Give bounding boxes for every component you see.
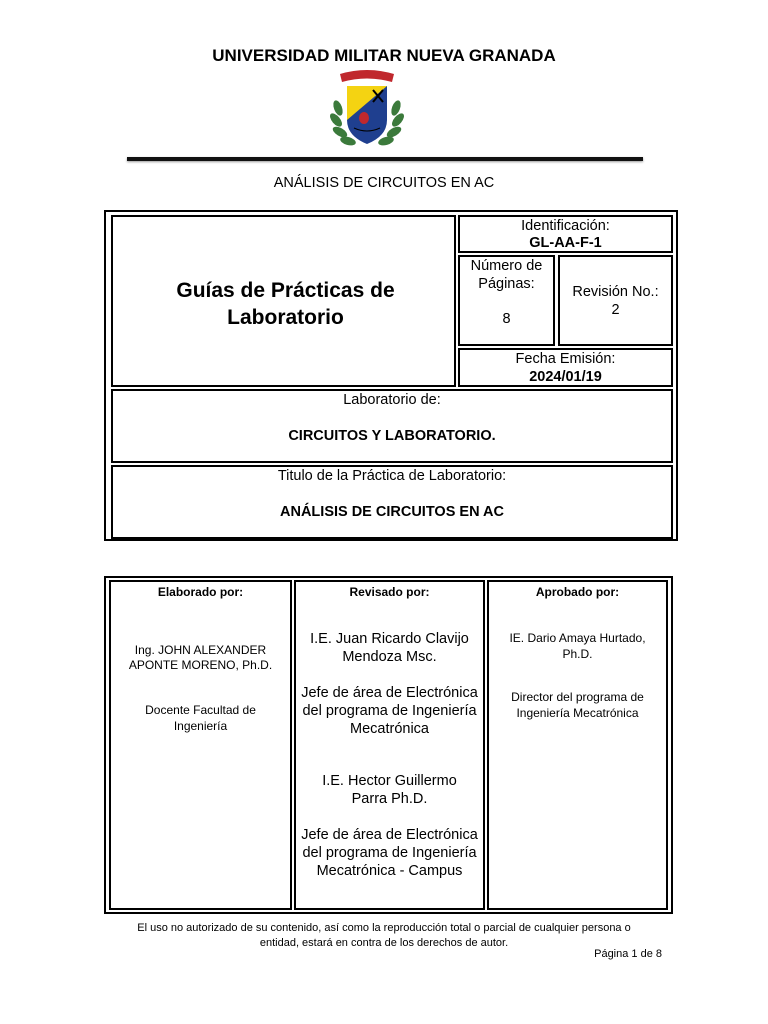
identificacion-cell xyxy=(458,215,673,253)
university-title: UNIVERSIDAD MILITAR NUEVA GRANADA xyxy=(212,46,556,65)
titulo-value: ANÁLISIS DE CIRCUITOS EN AC xyxy=(280,504,504,520)
laboratorio-label: Laboratorio de: xyxy=(343,392,441,408)
identificacion-label: Identificación: xyxy=(521,218,610,234)
doc-title-cell xyxy=(111,215,456,387)
aprobado-name: IE. Dario Amaya Hurtado, Ph.D. xyxy=(509,631,646,661)
elaborado-cell xyxy=(109,580,292,910)
fecha-cell xyxy=(458,348,673,387)
titulo-cell xyxy=(111,465,673,539)
aprobado-cell xyxy=(487,580,668,910)
revisado-name-2: I.E. Hector Guillermo Parra Ph.D. xyxy=(322,773,457,807)
num-paginas-value: 8 xyxy=(502,311,511,327)
revisado-cell xyxy=(294,580,485,910)
num-paginas-cell xyxy=(458,255,555,346)
copyright-notice: El uso no autorizado de su contenido, así como la reproducción total o parcial de cualquier persona o entidad, estará en contra de los derechos de autor. xyxy=(137,922,631,949)
revisado-name-1: I.E. Juan Ricardo Clavijo Mendoza Msc. xyxy=(310,631,469,665)
subject-heading: ANÁLISIS DE CIRCUITOS EN AC xyxy=(273,175,495,191)
revision-label: Revisión No.: xyxy=(572,284,659,300)
elaborado-role: Docente Facultad de Ingeniería xyxy=(145,703,256,733)
num-paginas-label: Número de Páginas: xyxy=(470,258,543,292)
revisado-label: Revisado por: xyxy=(349,585,430,599)
identificacion-value: GL-AA-F-1 xyxy=(529,235,602,251)
titulo-label: Titulo de la Práctica de Laboratorio: xyxy=(277,468,507,484)
approvals-table xyxy=(104,576,673,914)
fecha-value: 2024/01/19 xyxy=(529,369,602,385)
revisado-role-2: Jefe de área de Electrónica del programa de Ingeniería Mecatrónica - Campus xyxy=(301,827,478,879)
elaborado-label: Elaborado por: xyxy=(157,585,244,599)
revision-value: 2 xyxy=(611,302,620,318)
doc-title: Guías de Prácticas de Laboratorio xyxy=(176,279,395,329)
elaborado-name: Ing. JOHN ALEXANDER APONTE MORENO, Ph.D. xyxy=(128,643,273,672)
university-crest-icon xyxy=(328,68,406,152)
laboratorio-cell xyxy=(111,389,673,463)
laboratorio-value: CIRCUITOS Y LABORATORIO. xyxy=(288,428,496,444)
header-divider xyxy=(127,157,643,161)
aprobado-label: Aprobado por: xyxy=(535,585,620,599)
revision-cell xyxy=(558,255,673,346)
fecha-label: Fecha Emisión: xyxy=(515,351,616,367)
aprobado-role: Director del programa de Ingeniería Mecatrónica xyxy=(511,690,644,720)
revisado-role-1: Jefe de área de Electrónica del programa de Ingeniería Mecatrónica xyxy=(301,685,478,737)
info-table xyxy=(104,210,678,541)
page-number: Página 1 de 8 xyxy=(594,948,662,960)
